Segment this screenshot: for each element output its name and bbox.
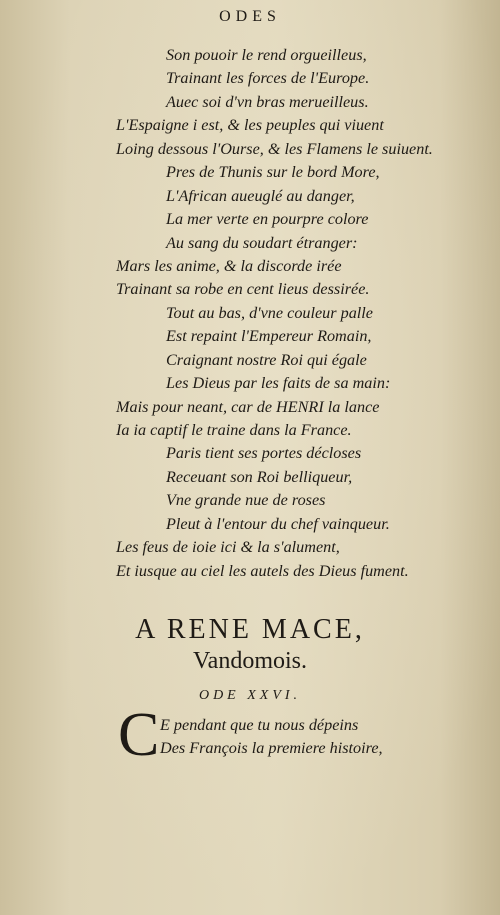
ode-opening xyxy=(160,714,383,761)
verse-line: Son pouoir le rend orgueilleus, xyxy=(166,46,367,64)
verse-line: Paris tient ses portes décloses xyxy=(166,444,362,463)
verse-line: Et iusque au ciel les autels des Dieus fument. xyxy=(116,561,409,580)
verse-line: Trainant sa robe en cent lieus dessirée. xyxy=(116,280,370,299)
verse-line: L'Espaigne i est, & les peuples qui viuent xyxy=(116,116,384,135)
verse-line: Pleut à l'entour du chef vainqueur. xyxy=(166,514,390,533)
verse-line: Les Dieus par les faits de sa main: xyxy=(166,374,391,393)
verse-line: Au sang du soudart étranger: xyxy=(166,233,358,252)
verse-line: Les feus de ioie ici & la s'alument, xyxy=(116,538,340,557)
verse-line: Ia ia captif le traine dans la France. xyxy=(116,421,352,439)
ode-subtitle: Vandomois. xyxy=(193,648,307,674)
verse-line: Vne grande nue de roses xyxy=(166,491,326,510)
verse-line: Tout au bas, d'vne couleur palle xyxy=(166,303,373,322)
verse-line: Craignant nostre Roi qui égale xyxy=(166,350,367,369)
verse-line: Auec soi d'vn bras merueilleus. xyxy=(166,92,369,111)
verse-line: Pres de Thunis sur le bord More, xyxy=(166,163,380,182)
verse-line: Est repaint l'Empereur Romain, xyxy=(166,327,372,346)
verse-line: La mer verte en pourpre colore xyxy=(166,210,369,229)
drop-cap: C xyxy=(118,701,160,769)
ode-line: Des François la premiere histoire, xyxy=(160,739,383,758)
verse-line: Trainant les forces de l'Europe. xyxy=(166,69,370,88)
ode-title: A RENE MACE, xyxy=(135,614,365,645)
verse-line: Mais pour neant, car de HENRI la lance xyxy=(116,397,380,416)
ode-number: ODE XXVI. xyxy=(198,688,302,703)
ode-line: E pendant que tu nous dépeins xyxy=(160,716,359,734)
verse-line: Receuant son Roi belliqueur, xyxy=(166,467,353,486)
running-head: ODES xyxy=(219,8,281,25)
verse-line: Loing dessous l'Ourse, & les Flamens le suiuent. xyxy=(116,139,433,158)
verse-line: L'African aueuglé au danger, xyxy=(166,186,355,205)
verse-block xyxy=(116,44,496,583)
verse-line: Mars les anime, & la discorde irée xyxy=(116,256,342,275)
